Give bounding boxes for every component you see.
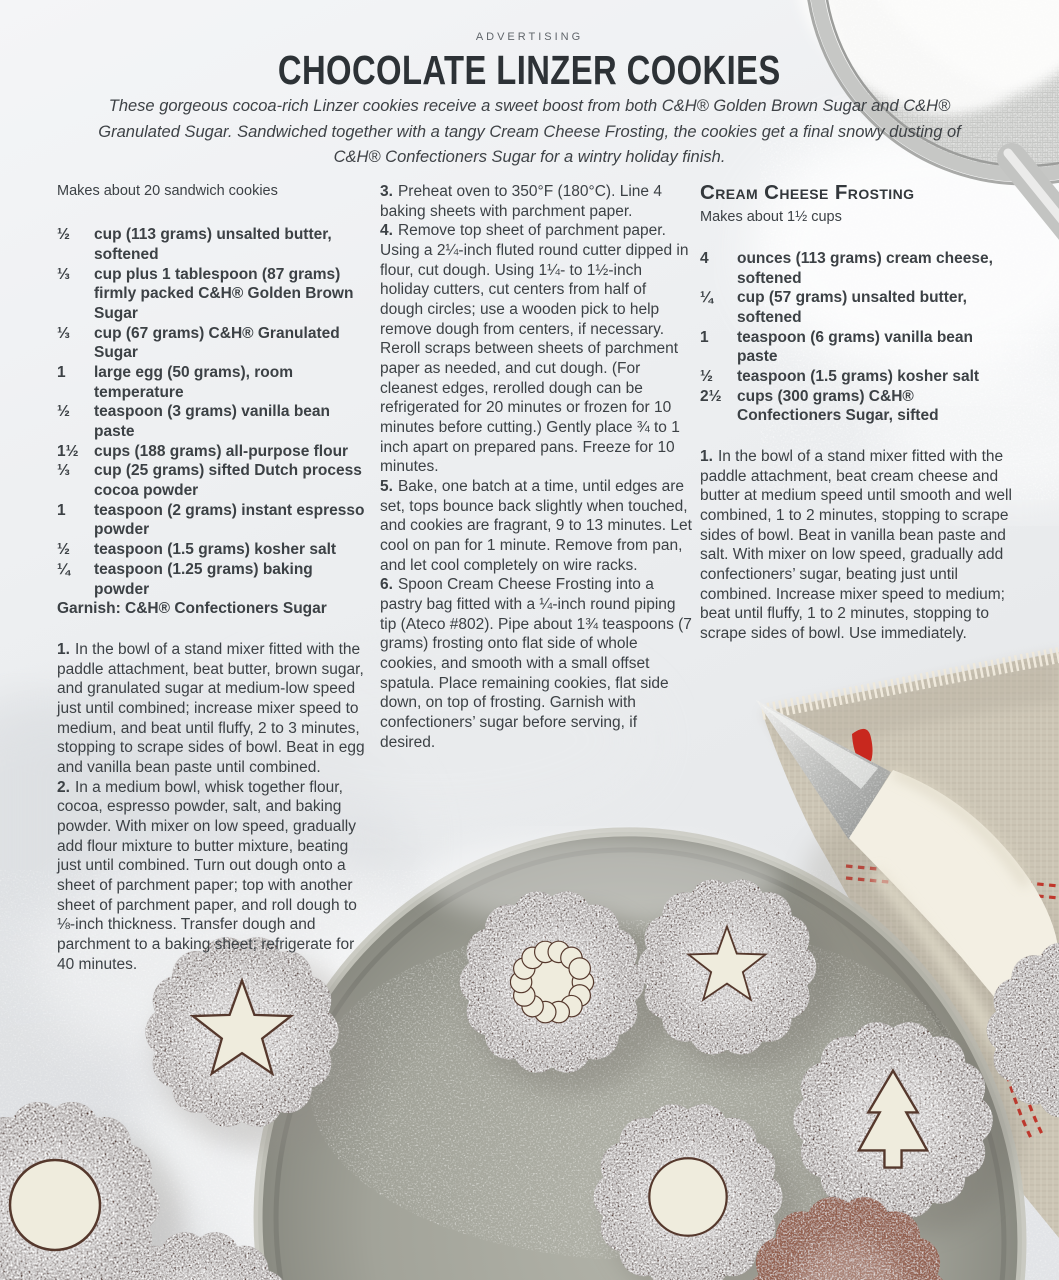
- step-6: 6. Spoon Cream Cheese Frosting into a pastry bag fitted with a ¼-inch round piping tip (Ateco #802). Pipe about 1¾ teaspoons (7 grams) frosting onto flat side of whole cookies, and smooth with a small offset spatula. Place remaining cookies, flat side down, on top of frosting. Garnish with confectioners’ sugar before serving, if desired.: [380, 576, 692, 751]
- step-4: 4. Remove top sheet of parchment paper. Using a 2¼-inch fluted round cutter dipped in flour, cut dough. Using 1¼- to 1½-inch holiday cutters, cut centers from half of dough circles; use a wooden pick to help remove dough from centers, if necessary. Reroll scraps between sheets of parchment paper as needed, and cut dough. (For cleanest edges, rerolled dough can be refrigerated for 20 minutes or frozen for 10 minutes before cutting.) Gently place ¾ to 1 inch apart on prepared pans. Freeze for 10 minutes.: [380, 222, 689, 476]
- cookie-steps-1-2: [57, 640, 372, 974]
- column-left: [57, 182, 372, 974]
- frosting-steps: [700, 447, 1012, 644]
- ingredient-row: ½ teaspoon (1.5 grams) kosher salt: [700, 367, 980, 385]
- advertising-label: ADVERTISING: [475, 31, 584, 43]
- garnish-line: Garnish: C&H® Confectioners Sugar: [57, 600, 327, 618]
- ingredient-row: ¼ teaspoon (1.25 grams) baking powder: [57, 560, 313, 598]
- step-5: 5. Bake, one batch at a time, until edges are set, tops bounce back slightly when touched, and cookies are fragrant, 9 to 13 minutes. Let cool on pan for 1 minute. Remove from pan, and let cool completely on wire racks.: [380, 478, 692, 574]
- frosting-yield: Makes about 1½ cups: [700, 208, 842, 225]
- ingredient-row: ½ teaspoon (1.5 grams) kosher salt: [57, 541, 337, 559]
- step-2: 2. In a medium bowl, whisk together flour, cocoa, espresso powder, salt, and baking powder. With mixer on low speed, gradually add flour mixture to butter mixture, beating just until combined. Turn out dough onto a sheet of parchment paper; top with another sheet of parchment paper, and roll dough to ⅛-inch thickness. Transfer dough and parchment to a baking sheet; refrigerate for 40 minutes.: [57, 778, 357, 973]
- step-3: 3. Preheat oven to 350°F (180°C). Line 4 baking sheets with parchment paper.: [380, 183, 662, 220]
- ingredient-row: ⅓ cup (67 grams) C&H® Granulated Sugar: [57, 324, 340, 362]
- frosting-step-1: 1. In the bowl of a stand mixer fitted with the paddle attachment, beat cream cheese and butter at medium speed until smooth and well combined, 1 to 2 minutes, stopping to scrape sides of bowl. Beat in vanilla bean paste and salt. With mixer on low speed, gradually add confectioners’ sugar, beating just until combined. Increase mixer speed to medium; beat until fluffy, 1 to 2 minutes, stopping to scrape sides of bowl. Use immediately.: [700, 448, 1012, 643]
- ingredient-row: ⅓ cup (25 grams) sifted Dutch process cocoa powder: [57, 462, 362, 500]
- ingredient-row: 1½ cups (188 grams) all-purpose flour: [57, 442, 349, 460]
- column-middle: [380, 182, 693, 752]
- intro-paragraph: These gorgeous cocoa-rich Linzer cookies receive a sweet boost from both C&H® Golden Brown Sugar and C&H® Granulated Sugar. Sandwiched together with a tangy Cream Cheese Frosting, the cookies get a final snowy dusting of C&H® Confectioners Sugar for a wintry holiday finish.: [98, 97, 961, 167]
- cookie-yield: Makes about 20 sandwich cookies: [57, 183, 278, 199]
- ingredient-row: 1 teaspoon (2 grams) instant espresso powder: [57, 501, 365, 539]
- column-right: [700, 182, 1012, 644]
- page-title: CHOCOLATE LINZER COOKIES: [278, 47, 781, 93]
- ingredient-row: 1 large egg (50 grams), room temperature: [57, 364, 293, 401]
- ingredient-row: ½ teaspoon (3 grams) vanilla bean paste: [57, 403, 331, 441]
- cookie-ingredient-list: [57, 225, 372, 618]
- frosting-ingredient-list: [700, 249, 1012, 426]
- step-1: 1. In the bowl of a stand mixer fitted with the paddle attachment, beat butter, brown sugar, and granulated sugar at medium-low speed just until combined; increase mixer speed to medium, and beat until fluffy, 2 to 3 minutes, stopping to scrape sides of bowl. Beat in egg and vanilla bean paste until combined.: [57, 640, 365, 776]
- ingredient-row: 2½ cups (300 grams) C&H® Confectioners Sugar, sifted: [700, 387, 939, 425]
- ingredient-row: 1 teaspoon (6 grams) vanilla bean paste: [700, 328, 974, 366]
- ingredient-row: ½ cup (113 grams) unsalted butter, softened: [57, 226, 332, 264]
- ingredient-row: ¼ cup (57 grams) unsalted butter, softened: [700, 289, 967, 326]
- frosting-heading: Cream Cheese Frosting: [700, 181, 915, 204]
- ingredient-row: ⅓ cup plus 1 tablespoon (87 grams) firmly packed C&H® Golden Brown Sugar: [57, 265, 354, 323]
- ingredient-row: 4 ounces (113 grams) cream cheese, softened: [700, 249, 993, 287]
